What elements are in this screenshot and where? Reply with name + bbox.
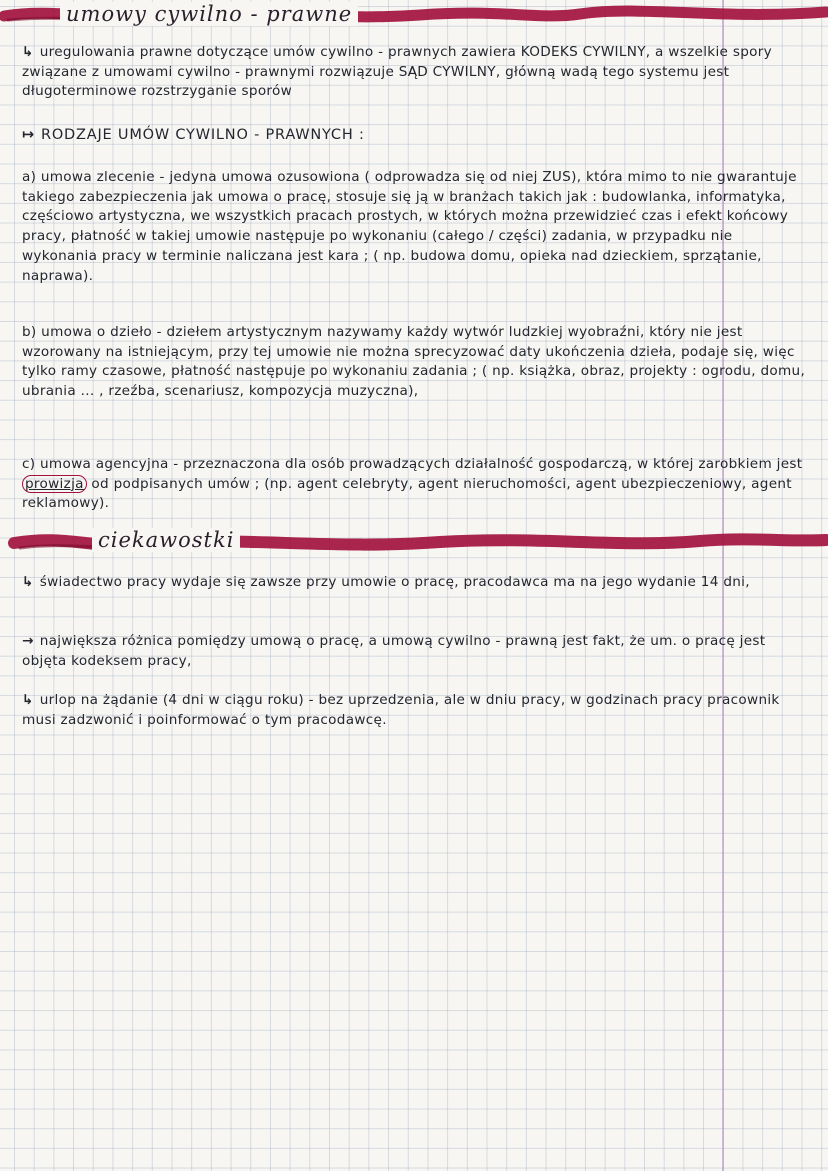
item-a-paragraph: [22, 168, 810, 286]
item-a-text: a) umowa zlecenie - jedyna umowa ozusowiona ( odprowadza się od niej ZUS), która mimo to nie gwarantuje takiego zabezpieczenia jak umowa o pracę, stosuje się ją w branżach takich jak : budowlanka, informatyka, częściowo artystyczna, we wszystkich pracach prostych, w których można przewidzieć czas i efekt końcowy pracy, płatność w takiej umowie następuje po wykonaniu (całego / części) zadania, w przypadku nie wykonania pracy w terminie naliczana jest kara ; ( np. budowa domu, opieka nad dzieckiem, sprzątanie, naprawa).: [22, 169, 797, 284]
arrow-icon: →: [22, 633, 34, 649]
note-2-text: największa różnica pomiędzy umową o pracę, a umową cywilno - prawną jest fakt, że um. o pracę jest objęta kodeksem pracy,: [22, 633, 766, 669]
section1-banner: [0, 2, 828, 32]
arrow-icon: ↳: [22, 44, 34, 60]
note-3-text: urlop na żądanie (4 dni w ciągu roku) - bez uprzedzenia, ale w dniu pracy, w godzinach pracy pracownik musi zadzwonić i poinformować o tym pracodawcę.: [22, 692, 780, 728]
circled-word: prowizja: [22, 475, 87, 493]
item-b-text: b) umowa o dzieło - dziełem artystycznym nazywamy każdy wytwór ludzkiej wyobraźni, który nie jest wzorowany na istniejącym, przy tej umowie nie można sprecyzować daty ukończenia dzieła, podaje się, więc tylko ramy czasowe, płatność następuje po wykonaniu zadania ; ( np. książka, obraz, projekty : ogrodu, domu, ubrania ... , rzeźba, scenariusz, kompozycja muzyczna),: [22, 324, 806, 400]
section2-banner: [0, 528, 828, 558]
item-c-text-after: od podpisanych umów ; (np. agent celebryty, agent nieruchomości, agent ubezpieczeniowy, agent reklamowy).: [22, 475, 792, 512]
item-c-text-before: c) umowa agencyjna - przeznaczona dla osób prowadzących działalność gospodarczą, w której zarobkiem jest: [22, 456, 803, 472]
types-heading: [22, 127, 722, 143]
arrow-icon: ↳: [22, 692, 34, 708]
section2-title: ciekawostki: [92, 528, 240, 552]
item-b-paragraph: [22, 323, 810, 402]
types-heading-text: RODZAJE UMÓW CYWILNO - PRAWNYCH :: [40, 127, 365, 143]
section1-title: umowy cywilno - prawne: [60, 2, 358, 26]
intro-text: uregulowania prawne dotyczące umów cywilno - prawnych zawiera KODEKS CYWILNY, a wszelkie spory związane z umowami cywilno - prawnymi rozwiązuje SĄD CYWILNY, główną wadą tego systemu jest długoterminowe rozstrzyganie sporów: [22, 44, 772, 100]
note-1: [22, 573, 810, 593]
note-2: [22, 632, 810, 671]
arrow-icon: ↦: [22, 127, 35, 143]
note-1-text: świadectwo pracy wydaje się zawsze przy umowie o pracę, pracodawca ma na jego wydanie 14 dni,: [39, 574, 750, 590]
item-c-paragraph: [22, 455, 810, 514]
note-3: [22, 691, 810, 730]
arrow-icon: ↳: [22, 574, 34, 590]
intro-paragraph: [22, 43, 810, 102]
